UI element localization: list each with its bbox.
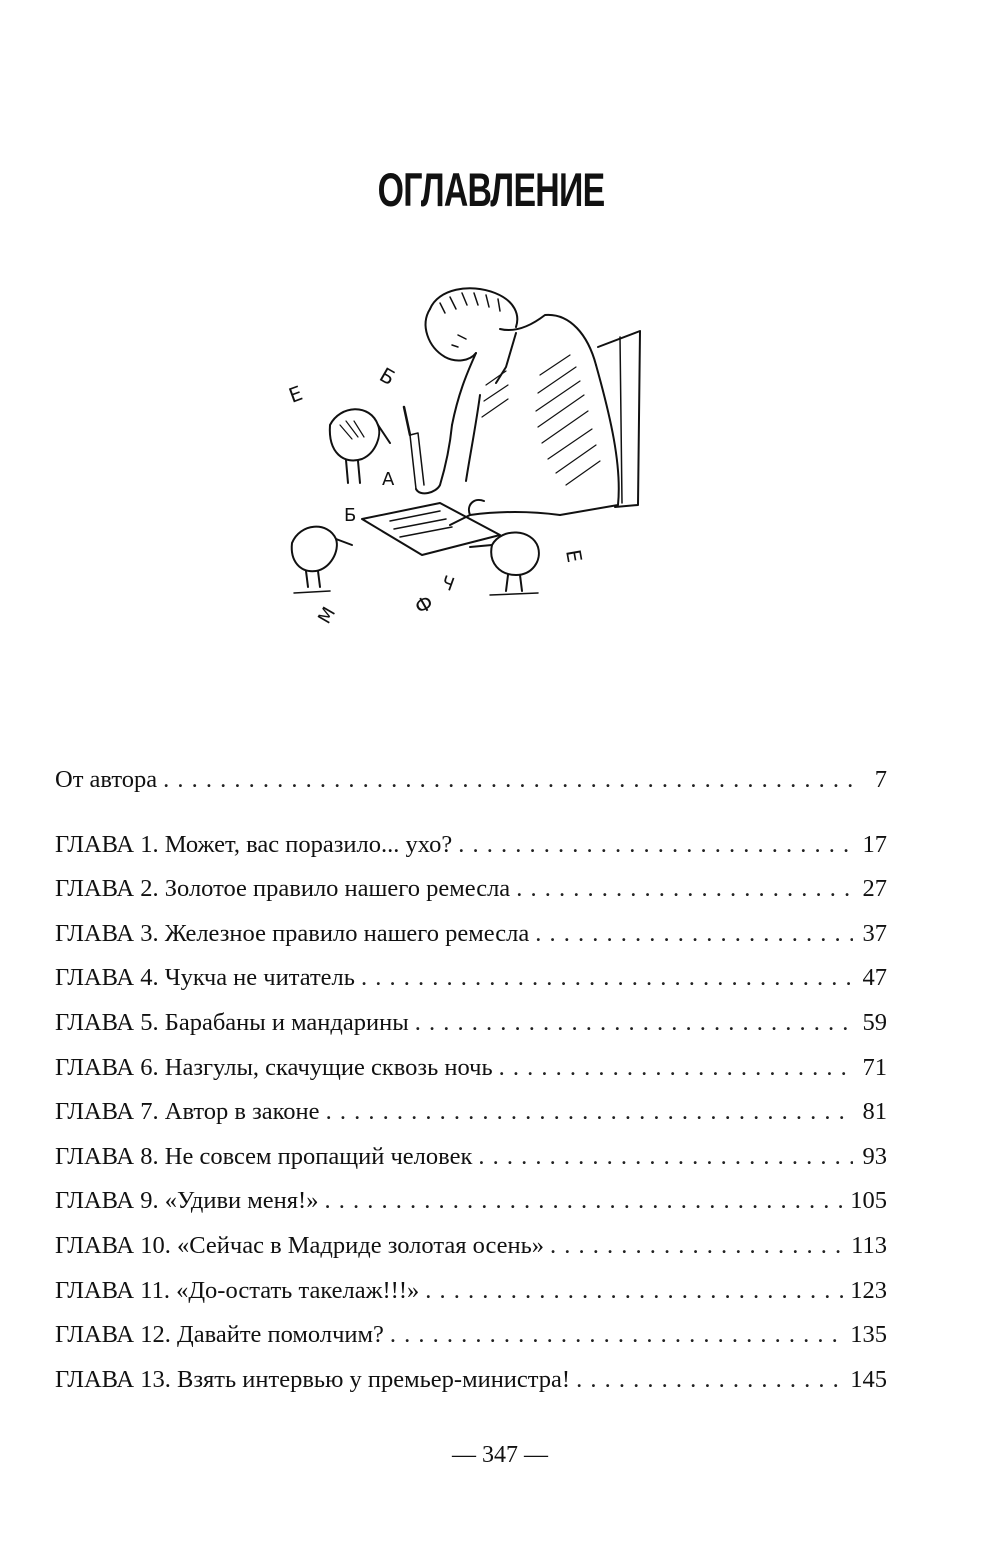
toc-entry-page: 123 (850, 1276, 887, 1304)
toc-entry[interactable] (55, 1046, 887, 1091)
letter-b-top: Б (375, 362, 400, 391)
toc-entry-title: ГЛАВА 10. «Сейчас в Мадриде золотая осень» (55, 1231, 545, 1259)
toc-entry-title: ГЛАВА 4. Чукча не читатель (55, 964, 355, 992)
letter-ch-bottom: Ч (438, 571, 458, 596)
toc-entry[interactable] (55, 956, 887, 1001)
dot-leader (415, 1001, 853, 1046)
toc-entry[interactable] (55, 1224, 887, 1269)
toc-entry[interactable] (55, 1313, 887, 1358)
dot-leader (425, 1269, 844, 1314)
toc-entry[interactable] (55, 1179, 887, 1224)
toc-entry[interactable] (55, 758, 887, 803)
toc-entry-page: 135 (850, 1321, 887, 1349)
dot-leader (326, 1090, 853, 1135)
dot-leader (163, 758, 853, 803)
toc-entry-title: ГЛАВА 8. Не совсем пропащий человек (55, 1142, 473, 1170)
dot-leader (516, 867, 853, 912)
toc-entry-title: ГЛАВА 1. Может, вас поразило... ухо? (55, 830, 453, 858)
toc-entry-page: 105 (850, 1187, 887, 1215)
letter-a-mid: А (382, 469, 395, 490)
toc-entry-page: 17 (862, 830, 887, 858)
letter-f-bottom: Ф (410, 589, 438, 620)
letter-m-bottom: М (314, 603, 341, 628)
toc-entry-page: 93 (862, 1142, 887, 1170)
letter-e-top: Е (285, 380, 306, 408)
toc-entry-title: ГЛАВА 13. Взять интервью у премьер-министра! (55, 1365, 571, 1393)
toc-entry[interactable] (55, 1090, 887, 1135)
toc-entry[interactable] (55, 1358, 887, 1403)
toc-entry-title: ГЛАВА 5. Барабаны и мандарины (55, 1008, 409, 1036)
dot-leader (458, 823, 853, 868)
toc-entry-page: 47 (862, 964, 887, 992)
toc-entry-page: 27 (862, 875, 887, 903)
toc-entry[interactable] (55, 867, 887, 912)
toc-entry[interactable] (55, 1269, 887, 1314)
toc-entry[interactable] (55, 1135, 887, 1180)
dot-leader (550, 1224, 845, 1269)
dot-leader (576, 1358, 844, 1403)
toc-entry-page: 81 (862, 1098, 887, 1126)
toc-entry-page: 7 (874, 766, 887, 793)
letter-e-right: Е (561, 547, 587, 565)
toc-entry-title: ГЛАВА 7. Автор в законе (55, 1098, 320, 1126)
toc-entry-title: ГЛАВА 3. Железное правило нашего ремесла (55, 919, 530, 947)
toc-entry-title: ГЛАВА 2. Золотое правило нашего ремесла (55, 875, 511, 903)
toc-entry-title: От автора (55, 766, 158, 793)
toc-entry-title: ГЛАВА 11. «До-остать такелаж!!!» (55, 1276, 420, 1304)
toc-entry-title: ГЛАВА 6. Назгулы, скачущие сквозь ночь (55, 1053, 493, 1081)
toc-entry-page: 71 (862, 1053, 887, 1081)
toc-entry-title: ГЛАВА 9. «Удиви меня!» (55, 1187, 319, 1215)
dot-leader (478, 1135, 853, 1180)
dot-leader (390, 1313, 844, 1358)
toc-entry[interactable] (55, 912, 887, 957)
page-number: — 347 — (452, 1442, 548, 1468)
dot-leader (361, 956, 853, 1001)
dot-leader (535, 912, 853, 957)
writer-with-birds-illustration (270, 275, 690, 655)
page-title: ОГЛАВЛЕНИЕ (377, 163, 605, 216)
toc-entry-page: 59 (862, 1008, 887, 1036)
letter-b-mid: Б (344, 505, 357, 526)
toc-entry-page: 145 (850, 1365, 887, 1393)
toc-entry-page: 37 (862, 919, 887, 947)
dot-leader (499, 1046, 853, 1091)
toc-entry[interactable] (55, 823, 887, 868)
toc-entry-page: 113 (851, 1231, 887, 1259)
dot-leader (324, 1179, 844, 1224)
table-of-contents (55, 758, 887, 1402)
toc-entry[interactable] (55, 1001, 887, 1046)
toc-entry-title: ГЛАВА 12. Давайте помолчим? (55, 1321, 384, 1349)
